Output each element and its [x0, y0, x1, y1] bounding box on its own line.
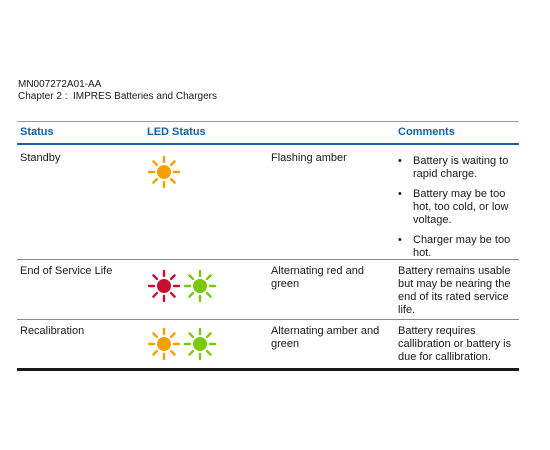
led-red-icon	[149, 271, 179, 301]
led-status-table	[17, 121, 519, 371]
table-row	[17, 260, 519, 320]
led-indicator-icon	[147, 269, 223, 303]
status-cell: Recalibration	[20, 324, 85, 337]
led-indicator-cell	[147, 327, 223, 361]
led-indicator-icon	[147, 155, 181, 189]
led-green-icon	[185, 271, 215, 301]
led-amber-icon	[149, 329, 179, 359]
led-indicator-cell	[147, 155, 181, 189]
column-header-status: Status	[20, 126, 54, 138]
comments-cell	[398, 155, 516, 267]
led-description-cell: Alternating amber and green	[271, 324, 380, 350]
led-description-cell: Alternating red and green	[271, 264, 364, 290]
comment-item: • Charger may be too hot.	[398, 234, 516, 260]
column-header-led-status: LED Status	[147, 126, 206, 138]
column-header-comments: Comments	[398, 126, 455, 138]
led-green-icon	[185, 329, 215, 359]
led-indicator-cell	[147, 269, 223, 303]
comments-cell: Battery requires callibration or battery is due for callibration.	[398, 324, 512, 363]
led-description-cell: Flashing amber	[271, 151, 347, 164]
led-indicator-icon	[147, 327, 223, 361]
document-header	[18, 79, 217, 103]
table-row	[17, 320, 519, 371]
status-cell: Standby	[20, 151, 61, 164]
comment-list	[398, 155, 516, 260]
document-id: MN007272A01-AA	[18, 79, 102, 90]
comment-item: • Battery may be too hot, too cold, or low voltage.	[398, 188, 516, 227]
table-row	[17, 145, 519, 260]
comments-cell: Battery remains usable but may be nearing the end of its rated service life.	[398, 264, 511, 316]
led-amber-icon	[149, 157, 179, 187]
comment-item: • Battery is waiting to rapid charge.	[398, 155, 516, 181]
chapter-title: Chapter 2 : IMPRES Batteries and Chargers	[18, 91, 217, 102]
status-cell: End of Service Life	[20, 264, 113, 277]
table-header-row	[17, 122, 519, 143]
